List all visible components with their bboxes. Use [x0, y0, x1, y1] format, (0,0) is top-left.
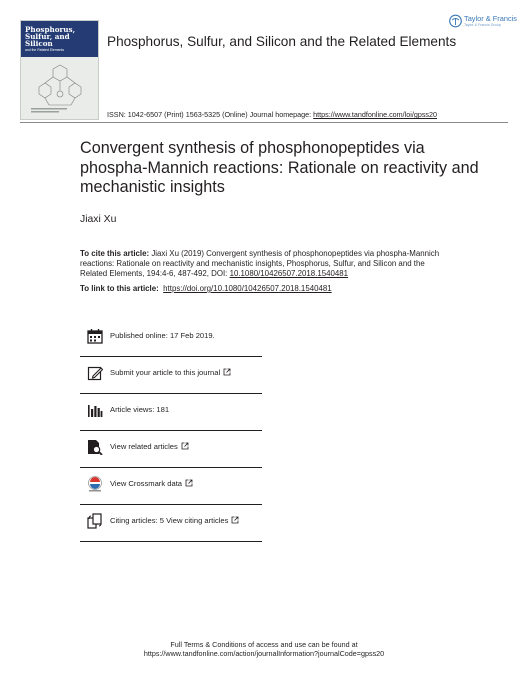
header-divider	[20, 122, 508, 123]
journal-name: Phosphorus, Sulfur, and Silicon and the Related Elements	[107, 34, 457, 49]
external-link-icon	[223, 368, 231, 376]
view-related-articles-link[interactable]	[110, 442, 189, 451]
issn-line	[107, 110, 437, 119]
related-articles-icon	[87, 439, 103, 455]
journal-homepage-link[interactable]: https://www.tandfonline.com/loi/gpss20	[313, 110, 438, 119]
crossmark-label: View Crossmark data	[110, 479, 183, 488]
journal-cover-image	[20, 20, 99, 120]
info-row-submit[interactable]	[80, 357, 262, 394]
citation-text: Jiaxi Xu (2019) Convergent synthesis of phosphonopeptides via phospha-Mannich reactions: Rationale on reactivity and mechanistic insights, Phosphorus, Sulfur, and Silicon and the Related Elements, 194:4-6, 487-492, DOI:	[80, 249, 440, 278]
info-row-published	[80, 320, 262, 357]
crossmark-icon	[87, 476, 103, 492]
info-row-related[interactable]	[80, 431, 262, 468]
article-link-url[interactable]: https://doi.org/10.1080/10426507.2018.1540481	[163, 284, 332, 293]
submit-pencil-icon	[87, 365, 103, 381]
external-link-icon	[185, 479, 193, 487]
article-info-list	[80, 320, 262, 542]
published-online-text: Published online: 17 Feb 2019.	[110, 331, 215, 340]
publisher-tagline: Taylor & Francis Group	[464, 23, 501, 27]
citation-label: To cite this article:	[80, 249, 150, 258]
publisher-name: Taylor & Francis	[464, 14, 517, 23]
citing-articles-label: Citing articles: 5 View citing articles	[110, 516, 229, 525]
info-row-crossmark[interactable]	[80, 468, 262, 505]
submit-article-label: Submit your article to this journal	[110, 368, 221, 377]
external-link-icon	[181, 442, 189, 450]
citing-articles-icon	[87, 513, 103, 529]
publisher-logo	[449, 14, 517, 30]
related-articles-label: View related articles	[110, 442, 178, 451]
article-link-label: To link to this article:	[80, 284, 159, 293]
article-views-text: Article views: 181	[110, 405, 170, 414]
citation-block	[80, 249, 450, 279]
cover-subtitle: and the Related Elements	[25, 48, 65, 52]
calendar-icon	[87, 328, 103, 344]
article-author: Jiaxi Xu	[80, 214, 117, 225]
cover-title: Phosphorus, Sulfur, and Silicon	[25, 25, 76, 48]
article-link-line	[80, 284, 332, 293]
external-link-icon	[231, 516, 239, 524]
publisher-logo-icon	[449, 14, 462, 28]
submit-article-link[interactable]	[110, 368, 231, 377]
footer-terms-link[interactable]: https://www.tandfonline.com/action/journalInformation?journalCode=gpss20	[143, 649, 385, 658]
issn-text: ISSN: 1042-6507 (Print) 1563-5325 (Online) Journal homepage:	[107, 110, 314, 119]
cover-chemical-structure-art	[27, 61, 93, 115]
info-row-citing[interactable]	[80, 505, 262, 542]
article-title: Convergent synthesis of phosphonopeptides via phospha-Mannich reactions: Rationale on reactivity and mechanistic insights	[80, 139, 479, 196]
cover-band	[21, 21, 98, 57]
view-crossmark-link[interactable]	[110, 479, 193, 488]
doi-link[interactable]: 10.1080/10426507.2018.1540481	[229, 269, 349, 278]
view-citing-articles-link[interactable]	[110, 516, 239, 525]
bar-chart-icon	[87, 402, 103, 418]
info-row-views	[80, 394, 262, 431]
footer-terms-text: Full Terms & Conditions of access and use can be found at	[170, 640, 358, 649]
